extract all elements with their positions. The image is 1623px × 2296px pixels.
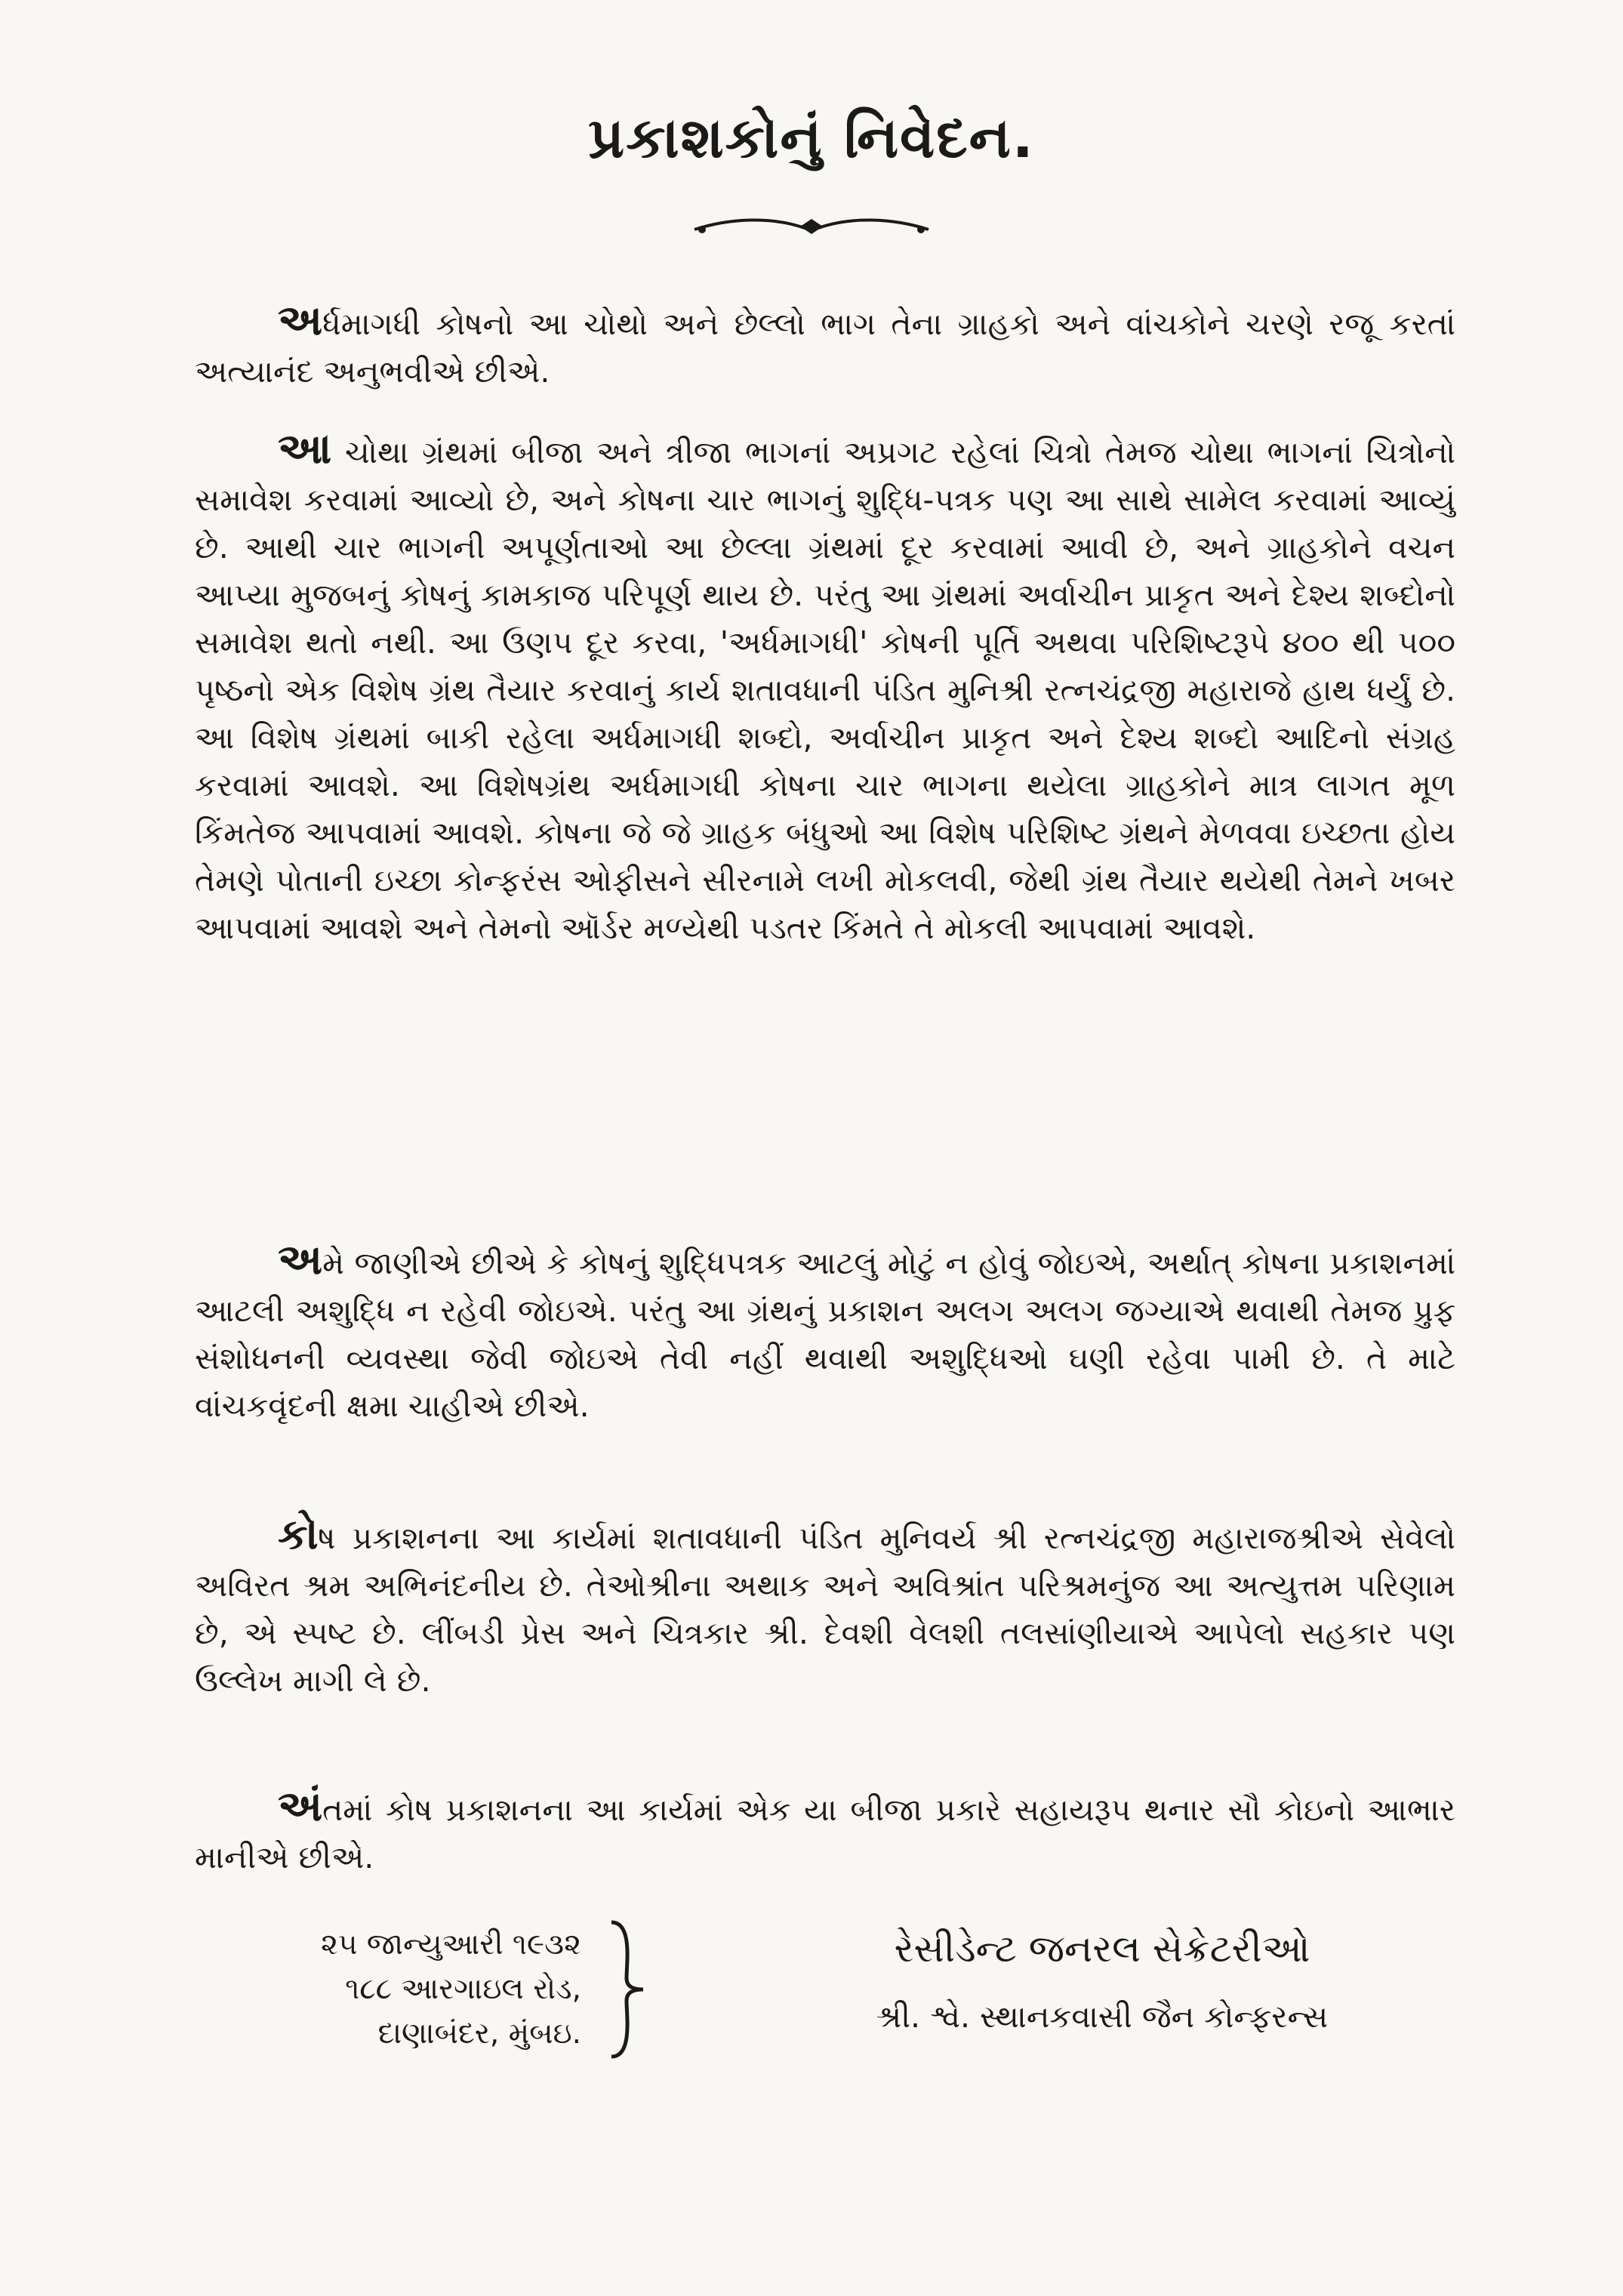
drop-initial: આ bbox=[278, 424, 332, 473]
paragraph-text: ર્ધમાગધી કોષનો આ ચોથો અને છેલ્લો ભાગ તેના ગ્રાહકો અને વાંચકોને ચરણે રજૂ કરતાં અત્યાનંદ અનુભવીએ છીએ. bbox=[195, 306, 1455, 390]
organization-name: શ્રી. શ્વે. સ્થાનકવાસી જૈન કોન્ફરન્સ bbox=[876, 1999, 1329, 2035]
drop-initial: અ bbox=[278, 296, 323, 345]
ornament-divider bbox=[687, 210, 936, 243]
footer-date: ૨૫ જાન્યુઆરી ૧૯૩૨ bbox=[321, 1928, 581, 1962]
page-title: પ્રકાશકોનું નિવેદન. bbox=[588, 106, 1035, 171]
paragraph-text: મે જાણીએ છીએ કે કોષનું શુદ્ધિપત્રક આટલું મોટું ન હોવું જોઇએ, અર્થાત્ કોષના પ્રકાશનમાં આટલી અશુદ્ધિ ન રહેવી જોઇએ. પરંતુ આ ગ્રંથનું પ્રકાશન અલગ અલગ જગ્યાએ થવાથી તેમજ પ્રુફ સંશોધનની વ્યવસ્થા જેવી જોઇએ તેવી નહીં થવાથી અશુદ્ધિઓ ઘણી રહેવા પામી છે. તે માટે વાંચકવૃંદની ક્ષમા ચાહીએ છીએ. bbox=[195, 1245, 1455, 1424]
drop-initial: અં bbox=[278, 1782, 323, 1831]
drop-initial: કો bbox=[278, 1510, 319, 1559]
paragraph-text: ચોથા ગ્રંથમાં બીજા અને ત્રીજા ભાગનાં અપ્રગટ રહેલાં ચિત્રો તેમજ ચોથા ભાગનાં ચિત્રોનો સમાવેશ કરવામાં આવ્યો છે, અને કોષના ચાર ભાગનું શુદ્ધિ-પત્રક પણ આ સાથે સામેલ કરવામાં આવ્યું છે. આથી ચાર ભાગની અપૂર્ણતાઓ આ છેલ્લા ગ્રંથમાં દૂર કરવામાં આવી છે, અને ગ્રાહકોને વચન આપ્યા મુજબનું કોષનું કામકાજ પરિપૂર્ણ થાય છે. પરંતુ આ ગ્રંથમાં અર્વાચીન પ્રાકૃત અને દેશ્ય શબ્દોનો સમાવેશ થતો નથી. આ ઉણપ દૂર કરવા, 'અર્ધમાગધી' કોષની પૂર્તિ અથવા પરિશિષ્ટરૂપે ૪૦૦ થી ૫૦૦ પૃષ્ઠનો એક વિશેષ ગ્રંથ તૈયાર કરવાનું કાર્ય શતાવધાની પંડિત મુનિશ્રી રત્નચંદ્રજી મહારાજે હાથ ધર્યું છે. આ વિશેષ ગ્રંથમાં બાકી રહેલા અર્ધમાગધી શબ્દો, અર્વાચીન પ્રાકૃત અને દેશ્ય શબ્દો આદિનો સંગ્રહ કરવામાં આવશે. આ વિશેષગ્રંથ અર્ધમાગધી કોષના ચાર ભાગના થયેલા ગ્રાહકોને માત્ર લાગત મૂળ કિંમતેજ આપવામાં આવશે. કોષના જે જે ગ્રાહક બંધુઓ આ વિશેષ પરિશિષ્ટ ગ્રંથને મેળવવા ઇચ્છતા હોય તેમણે પોતાની ઇચ્છા કોન્ફરંસ ઓફીસને સીરનામે લખી મોકલવી, જેથી ગ્રંથ તૈયાર થયેથી તેમને ખબર આપવામાં આવશે અને તેમનો ઑર્ડર મળ્યેથી પડતર કિંમતે તે મોકલી આપવામાં આવશે. bbox=[195, 434, 1455, 946]
paragraph-acknowledgement bbox=[195, 1511, 1455, 1705]
footer-address-line1: ૧૮૮ આરગાઇલ રોડ, bbox=[345, 1972, 581, 2006]
paragraph-closing bbox=[195, 1783, 1455, 1881]
paragraph-content bbox=[195, 425, 1455, 952]
paragraph-text: તમાં કોષ પ્રકાશનના આ કાર્યમાં એક યા બીજા પ્રકારે સહાયરૂપ થનાર સૌ કોઇનો આભાર માનીએ છીએ. bbox=[195, 1792, 1455, 1875]
footer-address-line2: દાણાબંદર, મુંબઇ. bbox=[377, 2017, 581, 2051]
paragraph-intro bbox=[195, 297, 1455, 396]
footer-date-address bbox=[226, 1922, 581, 2056]
paragraph-errata bbox=[195, 1236, 1455, 1430]
paragraph-text: ષ પ્રકાશનના આ કાર્યમાં શતાવધાની પંડિત મુનિવર્ય શ્રી રત્નચંદ્રજી મહારાજશ્રીએ સેવેલો અવિરત શ્રમ અભિનંદનીય છે. તેઓશ્રીના અથાક અને અવિશ્રાંત પરિશ્રમનુંજ આ અત્યુત્તમ પરિણામ છે, એ સ્પષ્ટ છે. લીંબડી પ્રેસ અને ચિત્રકાર શ્રી. દેવશી વેલશી તલસાંણીયાએ આપેલો સહકાર પણ ઉલ્લેખ માગી લે છે. bbox=[195, 1520, 1455, 1699]
footer-signature bbox=[800, 1922, 1404, 2043]
curly-brace bbox=[604, 1918, 649, 2061]
signatory-title: રેસીડેન્ટ જનરલ સેક્રેટરીઓ bbox=[894, 1927, 1310, 1971]
drop-initial: અ bbox=[278, 1235, 323, 1284]
